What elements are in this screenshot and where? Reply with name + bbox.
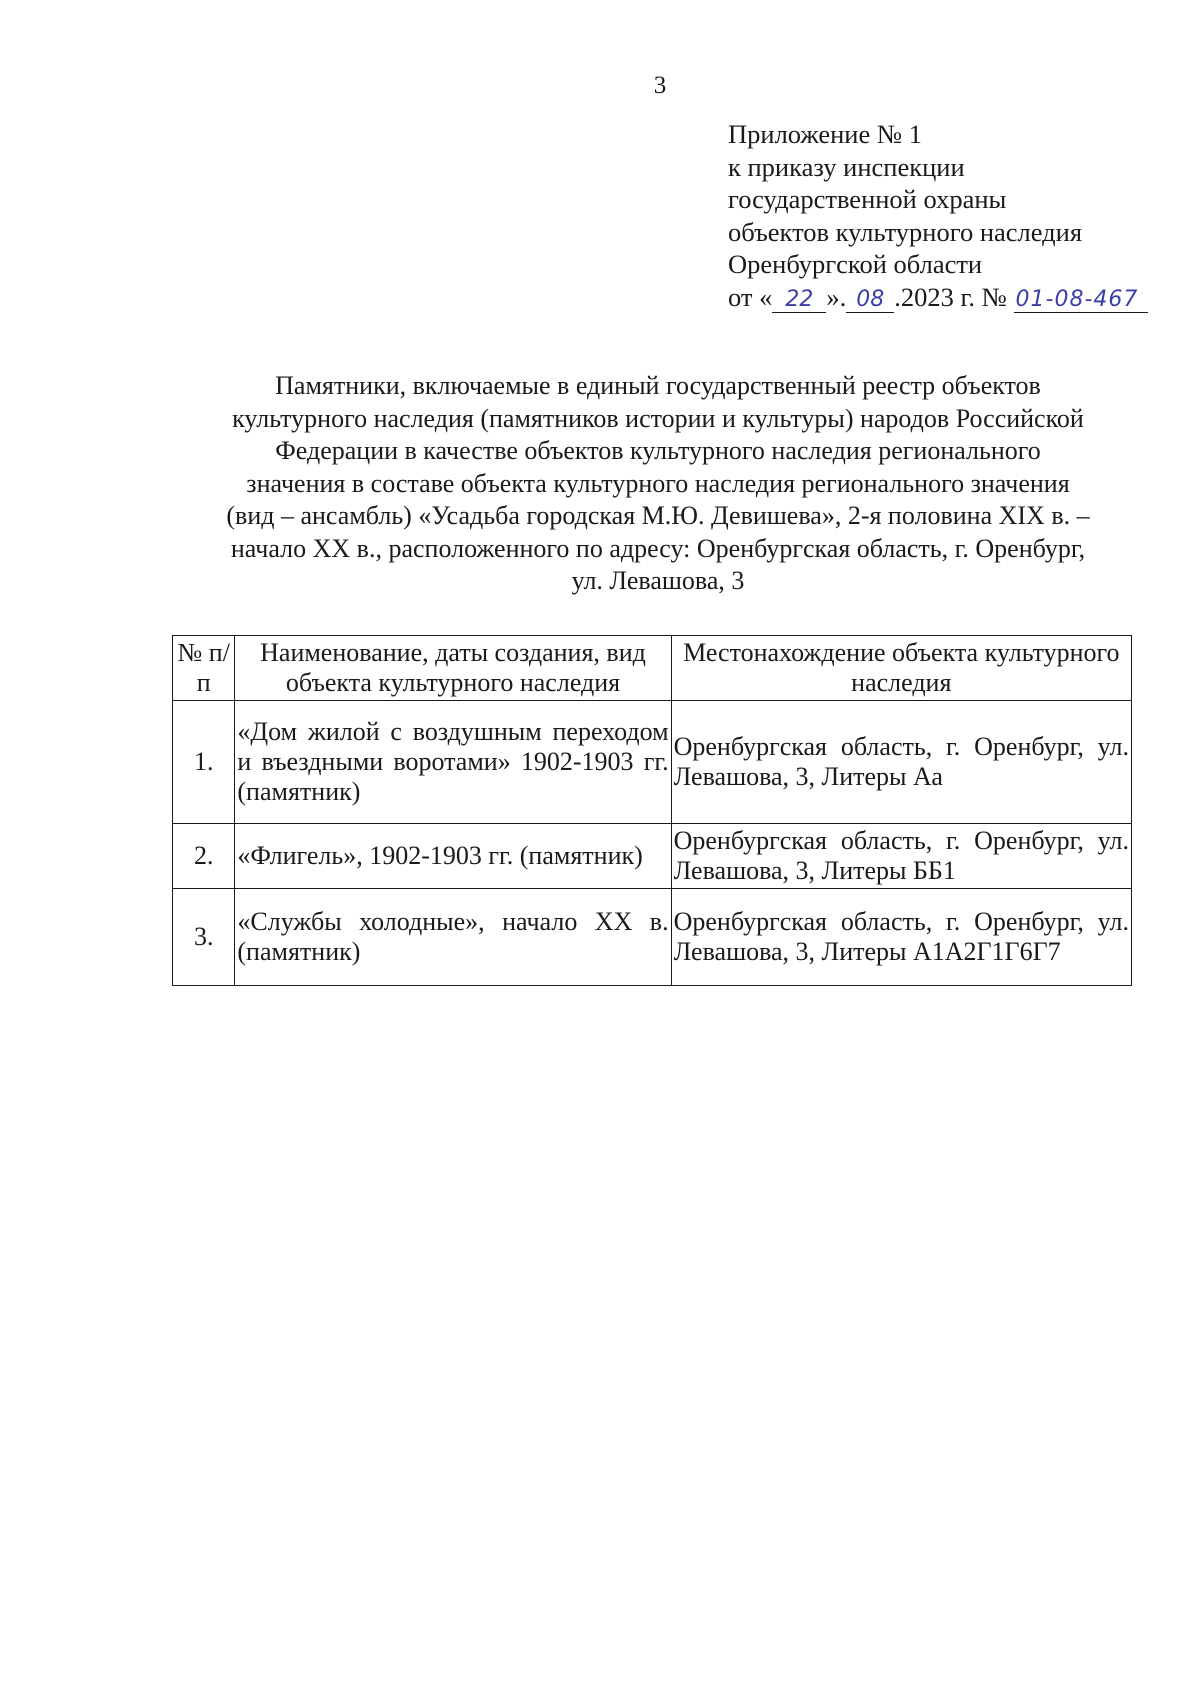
title-line: Памятники, включаемые в единый государственный реестр объектов [275,371,1041,400]
cell-location: Оренбургская область, г. Оренбург, ул. Левашова, 3, Литеры Аа [671,701,1131,824]
handwritten-month: 08 [846,288,894,313]
cell-name: «Службы холодные», начало XX в. (памятник) [235,889,671,986]
cell-name: «Дом жилой с воздушным переходом и въездными воротами» 1902-1903 гг. (памятник) [235,701,671,824]
date-quote: ». [826,281,847,312]
handwritten-day: 22 [772,288,826,313]
title-line: Федерации в качестве объектов культурного наследия регионального [275,436,1041,465]
title-line: культурного наследия (памятников истории и культуры) народов Российской [232,403,1084,433]
cell-num: 3. [173,889,235,986]
header-num: № п/п [173,636,235,701]
table-row [173,889,1132,986]
cell-num: 1. [173,701,235,824]
document-title [178,370,1138,598]
order-date-line [728,281,1148,314]
monuments-table [172,635,1132,986]
title-line: (вид – ансамбль) «Усадьба городская М.Ю. Девишева», 2-я половина XIX в. – [226,501,1090,530]
cell-location: Оренбургская область, г. Оренбург, ул. Левашова, 3, Литеры А1А2Г1Г6Г7 [671,889,1131,986]
title-line: значения в составе объекта культурного наследия регионального значения [246,468,1070,498]
cell-name: «Флигель», 1902-1903 гг. (памятник) [235,824,671,889]
appendix-line: к приказу инспекции [728,151,965,182]
appendix-line: Приложение № 1 [728,119,923,149]
title-line: ул. Левашова, 3 [571,566,745,595]
cell-num: 2. [173,824,235,889]
header-name: Наименование, даты создания, вид объекта культурного наследия [235,636,671,701]
appendix-line: объектов культурного наследия [728,216,1083,247]
page-number: 3 [653,72,667,99]
table-row [173,701,1132,824]
appendix-line: государственной охраны [728,184,1007,214]
handwritten-order-number: 01-08-467 [1014,288,1148,313]
date-prefix: от « [728,281,773,312]
table-row [173,824,1132,889]
table-header-row [173,636,1132,701]
appendix-line: Оренбургской области [728,249,983,279]
cell-location: Оренбургская область, г. Оренбург, ул. Левашова, 3, Литеры ББ1 [671,824,1131,889]
header-location: Местонахождение объекта культурного наследия [671,636,1131,701]
title-line: начало XX в., расположенного по адресу: Оренбургская область, г. Оренбург, [230,533,1086,563]
appendix-header [728,118,1148,313]
year-suffix: .2023 г. № [894,281,1007,312]
